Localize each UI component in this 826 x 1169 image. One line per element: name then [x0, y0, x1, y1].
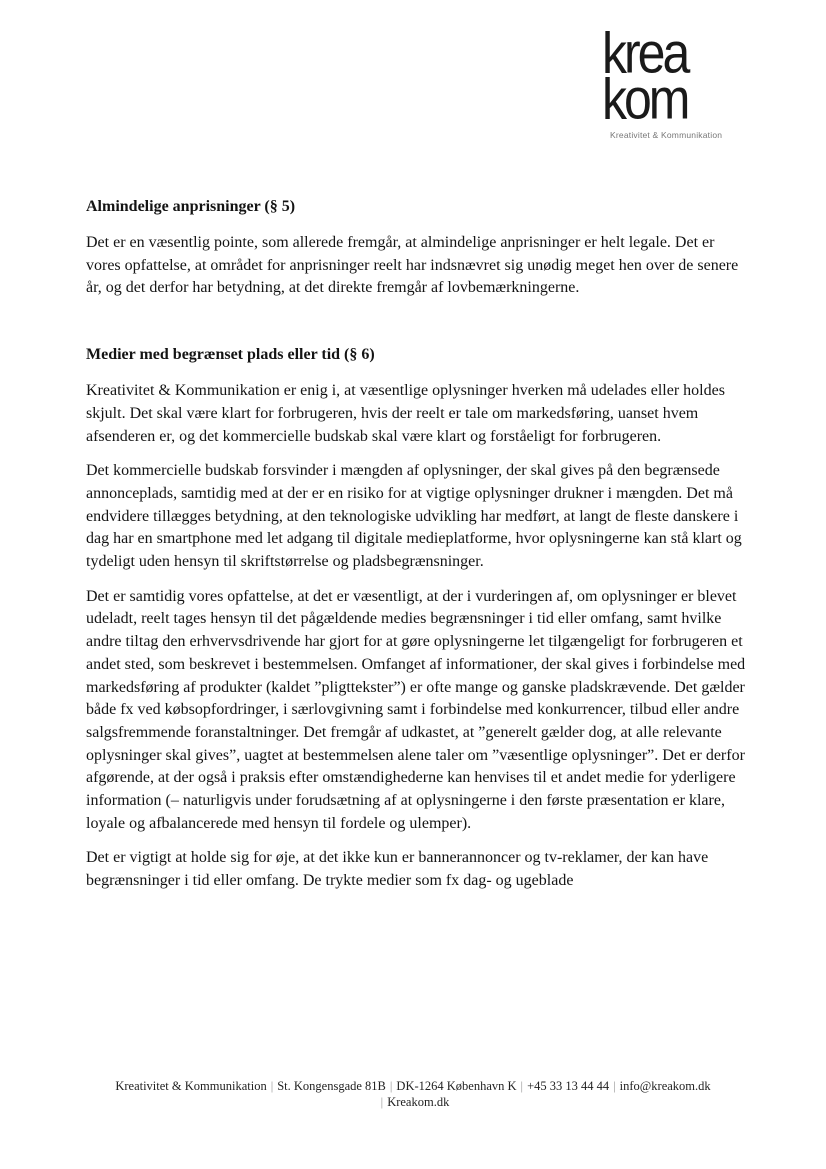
section-heading: Almindelige anprisninger (§ 5) — [86, 198, 296, 215]
footer-city: DK-1264 København K — [396, 1079, 517, 1093]
paragraph: Det er vigtigt at holde sig for øje, at det ikke kun er bannerannoncer og tv-reklamer, der kan have begrænsninger i tid eller omfang. De trykte medier som fx dag- og ugeblade — [86, 849, 709, 890]
footer-phone: +45 33 13 44 44 — [527, 1079, 610, 1093]
paragraph: Det er en væsentlig pointe, som allerede fremgår, at almindelige anprisninger er helt legale. Det er vores opfattelse, at området for anprisninger reelt har indsnævret sig unødig meget hen over de senere år, og det derfor har betydning, at det direkte fremgår af lovbemærkningerne. — [86, 234, 739, 297]
section-general-claims — [86, 196, 746, 300]
kreakom-logo — [602, 20, 742, 140]
footer-website[interactable]: Kreakom.dk — [387, 1095, 450, 1109]
logo-word-krea: krea — [602, 20, 688, 86]
section-limited-media — [86, 344, 746, 893]
paragraph: Det kommercielle budskab forsvinder i mængden af oplysninger, der skal gives på den begrænsede annonceplads, samtidig med at der er en risiko for at vigtige oplysninger drukner i mængden. Det må endvidere tillægges betydning, at den teknologiske udvikling har medført, at langt de fleste danskere i dag har en smartphone med let adgang til digitale medieplatforme, hvor oplysningerne kan stå klart og tydeligt uden hensyn til skriftstørrelse og pladsbegrænsninger. — [86, 462, 742, 571]
logo-tagline: Kreativitet & Kommunikation — [610, 130, 723, 140]
paragraph: Kreativitet & Kommunikation er enig i, at væsentlige oplysninger hverken må udelades eller holdes skjult. Det skal være klart for forbrugeren, hvis der reelt er tale om markedsføring, uanset hvem afsenderen er, og det kommercielle budskab skal være klart og forståeligt for forbrugeren. — [86, 382, 725, 445]
footer-website-line: | Kreakom.dk — [380, 1095, 450, 1109]
logo-word-kom: kom — [602, 66, 688, 132]
section-heading: Medier med begrænset plads eller tid (§ 6) — [86, 346, 375, 364]
footer-address: St. Kongensgade 81B — [277, 1079, 386, 1093]
footer-contact-line: Kreativitet & Kommunikation | St. Kongensgade 81B | DK-1264 København K | +45 33 13 44 44 | info@kreakom.dk — [115, 1079, 711, 1093]
paragraph: Det er samtidig vores opfattelse, at det er væsentligt, at der i vurderingen af, om oplysninger er blevet udeladt, reelt tages hensyn til det pågældende medies begrænsninger i tid eller omfang, samt hvilke andre tiltag den erhvervsdrivende har gjort for at gøre oplysningerne let tilgængeligt for forbrugeren et andet sted, som beskrevet i bestemmelsen. Omfanget af informationer, der skal gives i forbindelse med markedsføring af produkter (kaldet ”pligttekster”) er ofte mange og ganske pladskrævende. Det gælder både fx ved købsopfordringer, i særlovgivning samt i forbindelse med konkurrencer, tilbud eller andre salgsfremmende foranstaltninger. Det fremgår af udkastet, at ”generelt gælder dog, at alle relevante oplysninger skal gives”, uagtet at bestemmelsen alene taler om ”væsentlige oplysninger”. Det er derfor afgørende, at der også i praksis efter omstændighederne kan henvises til et andet medie for yderligere information (– naturligvis under forudsætning af at oplysningerne i den første præsentation er klare, loyale og afbalancerede med hensyn til fordele og ulemper). — [86, 587, 746, 832]
footer-email[interactable]: info@kreakom.dk — [619, 1079, 711, 1093]
footer-org: Kreativitet & Kommunikation — [115, 1079, 267, 1093]
document-body — [86, 196, 746, 893]
page-footer — [60, 1078, 766, 1110]
